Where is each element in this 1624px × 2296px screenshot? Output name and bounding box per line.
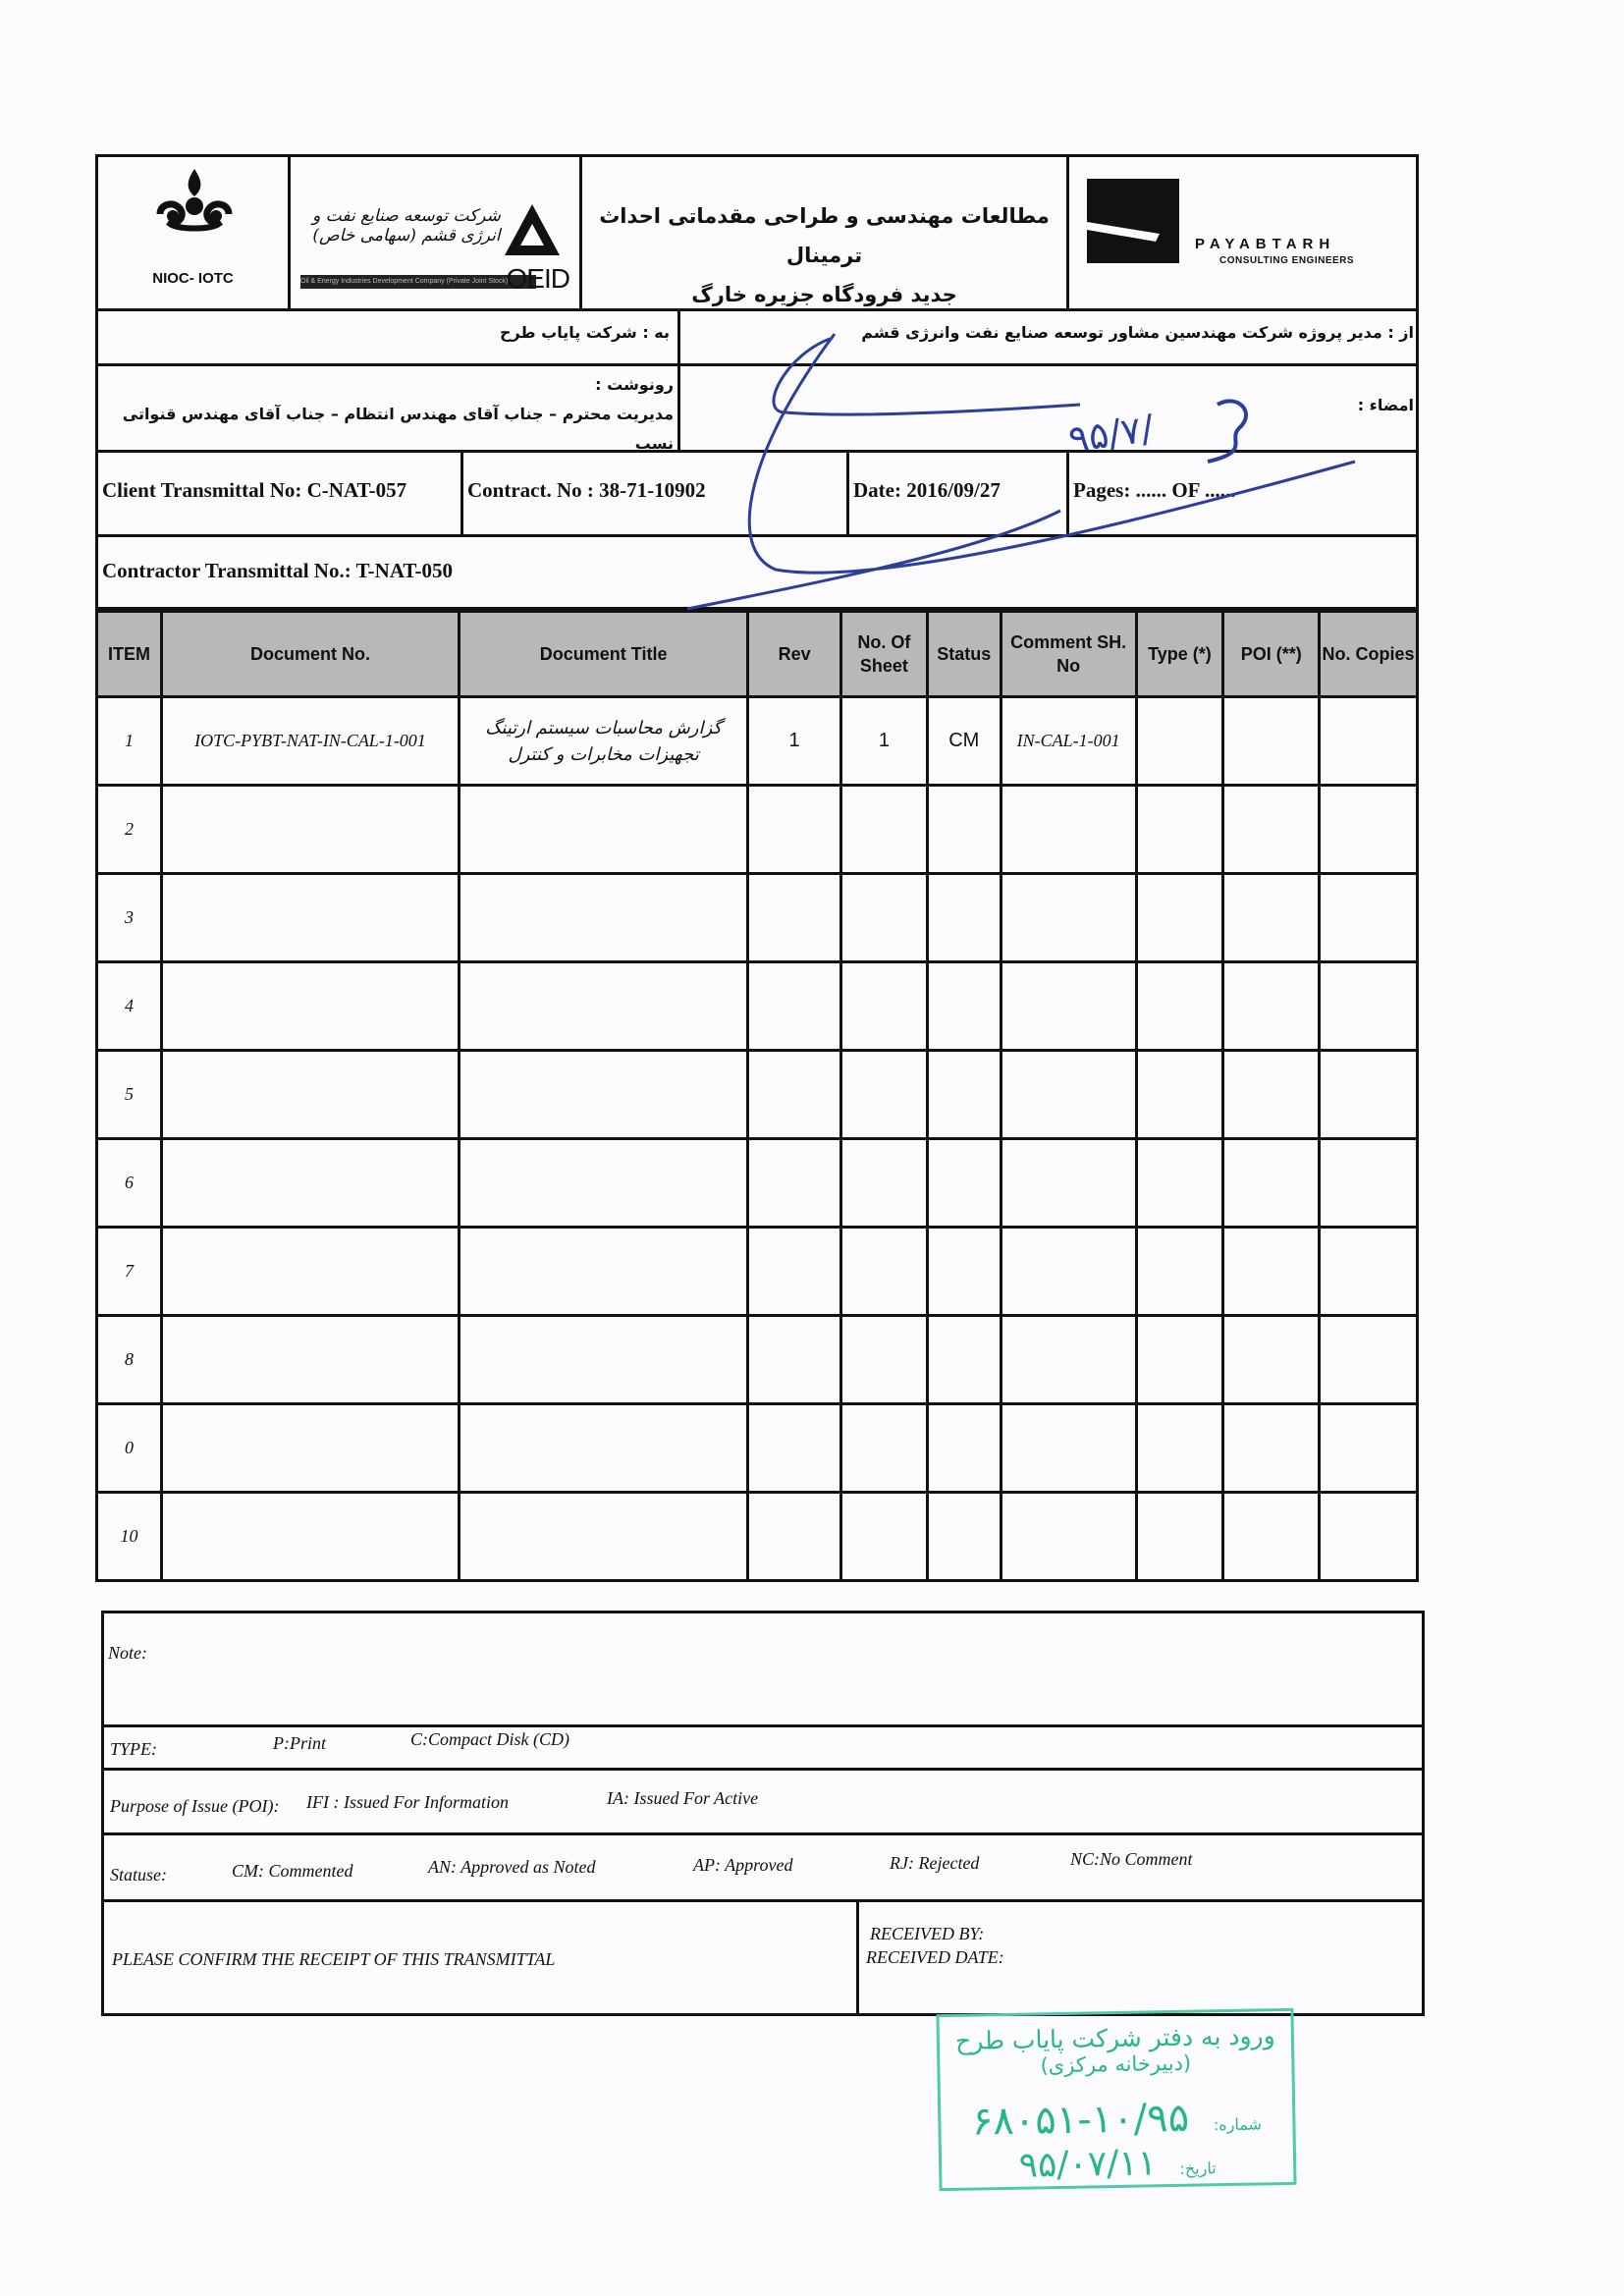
contractor-transmittal-no: Contractor Transmittal No.: T-NAT-050 [102, 559, 453, 582]
table-row [97, 874, 1418, 962]
cell-doc-no [161, 1316, 459, 1404]
cell-sheets [840, 1139, 927, 1228]
cell-type [1136, 874, 1223, 962]
cell-doc-title [460, 786, 748, 874]
header-doc-no: Document No. [161, 612, 459, 697]
received-date-label: RECEIVED DATE: [866, 1947, 1004, 1967]
poi-legend [104, 1771, 1422, 1835]
cell-poi [1223, 1228, 1320, 1316]
cell-poi [1223, 1404, 1320, 1493]
cell-type [1136, 786, 1223, 874]
cell-rev [748, 1228, 841, 1316]
cell-doc-no [161, 786, 459, 874]
header-type: Type (*) [1136, 612, 1223, 697]
cell-rev [748, 1139, 841, 1228]
signature-date: ۹۵/۷/ [1065, 406, 1157, 462]
oeid-label: OEID [506, 263, 569, 294]
cell-comment [1001, 1228, 1136, 1316]
from-to-row [95, 311, 1419, 366]
header-rev: Rev [748, 612, 841, 697]
cell-poi [1223, 1051, 1320, 1139]
cell-poi [1223, 874, 1320, 962]
cell-copies [1320, 1228, 1418, 1316]
cell-item: 1 [97, 697, 162, 786]
cell-doc-no [161, 1228, 459, 1316]
type-legend [104, 1727, 1422, 1771]
cell-doc-title [460, 1228, 748, 1316]
cell-rev: 1 [748, 697, 841, 786]
cell-type [1136, 1404, 1223, 1493]
cell-status [927, 1493, 1001, 1581]
signature-label: امضاء : [1357, 396, 1414, 414]
table-row [97, 962, 1418, 1051]
type-print: P:Print [273, 1733, 326, 1753]
cell-poi [1223, 697, 1320, 786]
cell-status [927, 1316, 1001, 1404]
table-row [97, 1228, 1418, 1316]
cell-sheets [840, 1316, 927, 1404]
stamp-number-label: شماره: [1213, 2114, 1263, 2135]
contract-no: Contract. No : 38-71-10902 [463, 453, 849, 534]
payabtarh-logo-icon [1087, 179, 1185, 267]
legend-box [101, 1611, 1425, 2016]
cell-sheets [840, 962, 927, 1051]
nioc-logo-cell [98, 157, 291, 308]
cell-status [927, 962, 1001, 1051]
cell-doc-no [161, 1493, 459, 1581]
cell-copies [1320, 1316, 1418, 1404]
stamp-number-value: ۱۰/۹۵-۶۸۰۵۱ [971, 2095, 1190, 2145]
oeid-triangle-icon [503, 202, 562, 257]
cell-sheets [840, 874, 927, 962]
table-row [97, 1051, 1418, 1139]
header-status: Status [927, 612, 1001, 697]
status-label: Statuse: [110, 1865, 167, 1885]
type-cd: C:Compact Disk (CD) [410, 1729, 569, 1749]
header-item: ITEM [97, 612, 162, 697]
cell-comment [1001, 1051, 1136, 1139]
cell-rev [748, 1051, 841, 1139]
cell-comment [1001, 962, 1136, 1051]
cell-doc-title [460, 1493, 748, 1581]
cell-doc-title [460, 1051, 748, 1139]
cell-status [927, 1139, 1001, 1228]
cell-comment [1001, 786, 1136, 874]
note-section [104, 1613, 1422, 1727]
consultant-subtitle: CONSULTING ENGINEERS [1219, 255, 1355, 266]
received-by-label: RECEIVED BY: [870, 1924, 985, 1943]
table-row [97, 1404, 1418, 1493]
cell-doc-no [161, 1051, 459, 1139]
cell-type [1136, 962, 1223, 1051]
type-label: TYPE: [110, 1739, 158, 1759]
cell-doc-no [161, 1139, 459, 1228]
table-row [97, 1139, 1418, 1228]
project-title [582, 157, 1069, 308]
cell-sheets [840, 786, 927, 874]
nioc-flame-icon [140, 167, 248, 236]
cell-status [927, 786, 1001, 874]
project-title-line2: جدید فرودگاه جزیره خارگ [691, 283, 957, 306]
cc-field [98, 366, 680, 453]
oeid-persian-name: شرکت توسعه صنایع نفت و انرژی قشم (سهامی خاص) [312, 206, 501, 246]
cell-status [927, 874, 1001, 962]
cell-doc-title [460, 1139, 748, 1228]
cell-copies [1320, 786, 1418, 874]
payabtarh-logo-cell [1069, 157, 1416, 308]
cell-item: 2 [97, 786, 162, 874]
cell-item: 5 [97, 1051, 162, 1139]
cell-status [927, 1228, 1001, 1316]
cell-sheets [840, 1404, 927, 1493]
cell-doc-no [161, 1404, 459, 1493]
stamp-date-label: تاریخ: [1179, 2159, 1217, 2178]
to-field: به : شرکت پایاب طرح [98, 311, 680, 363]
stamp-number-row [950, 2094, 1283, 2145]
cell-comment: IN-CAL-1-001 [1001, 697, 1136, 786]
cell-item: 8 [97, 1316, 162, 1404]
cell-copies [1320, 962, 1418, 1051]
header-doc-title: Document Title [460, 612, 748, 697]
oeid-logo-cell [291, 157, 582, 308]
cell-doc-no [161, 874, 459, 962]
contractor-row [95, 537, 1419, 610]
cell-status [927, 1404, 1001, 1493]
cell-doc-title: گزارش محاسبات سیستم ارتینگ تجهیزات مخابرات و کنترل [460, 697, 748, 786]
table-row [97, 1493, 1418, 1581]
header-copies: No. Copies [1320, 612, 1418, 697]
confirm-divider [856, 1902, 859, 2013]
stamp-line1: ورود به دفتر شرکت پایاب طرح [954, 2021, 1275, 2055]
status-cm: CM: Commented [232, 1861, 353, 1881]
cell-doc-no [161, 962, 459, 1051]
cell-item: 10 [97, 1493, 162, 1581]
confirm-text: PLEASE CONFIRM THE RECEIPT OF THIS TRANSMITTAL [112, 1949, 556, 1969]
cell-rev [748, 786, 841, 874]
cell-rev [748, 962, 841, 1051]
status-an: AN: Approved as Noted [428, 1857, 596, 1877]
cell-comment [1001, 1404, 1136, 1493]
cell-doc-title [460, 1404, 748, 1493]
cell-item: 6 [97, 1139, 162, 1228]
header-no-of-sheet: No. Of Sheet [840, 612, 927, 697]
cell-comment [1001, 1316, 1136, 1404]
nioc-label: NIOC- IOTC [152, 270, 234, 287]
status-ap: AP: Approved [693, 1855, 793, 1875]
cell-type [1136, 697, 1223, 786]
cell-doc-title [460, 962, 748, 1051]
cell-sheets: 1 [840, 697, 927, 786]
cell-rev [748, 1404, 841, 1493]
project-title-line1: مطالعات مهندسی و طراحی مقدماتی احداث ترمینال [599, 204, 1050, 267]
cell-item: 3 [97, 874, 162, 962]
cell-doc-title [460, 1316, 748, 1404]
cell-poi [1223, 1316, 1320, 1404]
oeid-english-name: Oil & Energy Industries Development Company (Private Joint Stock) [300, 275, 536, 289]
cell-comment [1001, 874, 1136, 962]
cell-rev [748, 1493, 841, 1581]
cell-doc-title [460, 874, 748, 962]
cell-type [1136, 1139, 1223, 1228]
cell-rev [748, 1316, 841, 1404]
note-label: Note: [108, 1643, 147, 1663]
poi-ia: IA: Issued For Active [607, 1788, 759, 1808]
pages-count: Pages: ...... OF ...... [1073, 478, 1236, 502]
table-row [97, 1316, 1418, 1404]
status-legend [104, 1835, 1422, 1902]
cell-status: CM [927, 697, 1001, 786]
cell-rev [748, 874, 841, 962]
transmittal-info-row [95, 453, 1419, 537]
cc-label: رونوشت : [595, 375, 674, 394]
confirmation-section [104, 1902, 1422, 2013]
cc-signature-row [95, 366, 1419, 453]
cell-poi [1223, 1493, 1320, 1581]
stamp-date-value: ۹۵/۰۷/۱۱ [1018, 2143, 1158, 2186]
cell-copies [1320, 1139, 1418, 1228]
cell-status [927, 1051, 1001, 1139]
cell-comment [1001, 1493, 1136, 1581]
cell-type [1136, 1228, 1223, 1316]
cell-copies [1320, 1404, 1418, 1493]
table-row [97, 697, 1418, 786]
cell-sheets [840, 1228, 927, 1316]
form-header [95, 154, 1419, 311]
cell-doc-no: IOTC-PYBT-NAT-IN-CAL-1-001 [161, 697, 459, 786]
client-transmittal-no: Client Transmittal No: C-NAT-057 [98, 453, 463, 534]
cell-type [1136, 1493, 1223, 1581]
header-poi: POI (**) [1223, 612, 1320, 697]
cell-sheets [840, 1051, 927, 1139]
poi-label: Purpose of Issue (POI): [110, 1796, 280, 1816]
cell-item: 7 [97, 1228, 162, 1316]
table-body [97, 697, 1418, 1581]
status-rj: RJ: Rejected [890, 1853, 980, 1873]
cell-item: 0 [97, 1404, 162, 1493]
stamp-date-row [951, 2141, 1284, 2187]
cell-item: 4 [97, 962, 162, 1051]
status-nc: NC:No Comment [1070, 1849, 1193, 1869]
cc-text: مدیریت محترم – جناب آقای مهندس انتظام – جناب آقای مهندس قنواتی نسب [122, 405, 674, 453]
documents-table [95, 610, 1419, 1582]
cell-copies [1320, 1051, 1418, 1139]
header-comment: Comment SH. No [1001, 612, 1136, 697]
receipt-stamp [936, 2008, 1296, 2191]
table-header-row [97, 612, 1418, 697]
poi-ifi: IFI : Issued For Information [306, 1792, 509, 1812]
cell-comment [1001, 1139, 1136, 1228]
stamp-line2: (دبیرخانه مرکزی) [1040, 2050, 1192, 2078]
from-field: از : مدیر پروژه شرکت مهندسین مشاور توسعه صنایع نفت وانرژی قشم [861, 323, 1414, 342]
cell-poi [1223, 1139, 1320, 1228]
cell-type [1136, 1051, 1223, 1139]
cell-poi [1223, 786, 1320, 874]
cell-copies [1320, 697, 1418, 786]
consultant-name: PAYABTARH [1195, 236, 1336, 252]
cell-copies [1320, 1493, 1418, 1581]
cell-sheets [840, 1493, 927, 1581]
cell-poi [1223, 962, 1320, 1051]
table-row [97, 786, 1418, 874]
transmittal-date: Date: 2016/09/27 [849, 453, 1069, 534]
cell-copies [1320, 874, 1418, 962]
cell-type [1136, 1316, 1223, 1404]
